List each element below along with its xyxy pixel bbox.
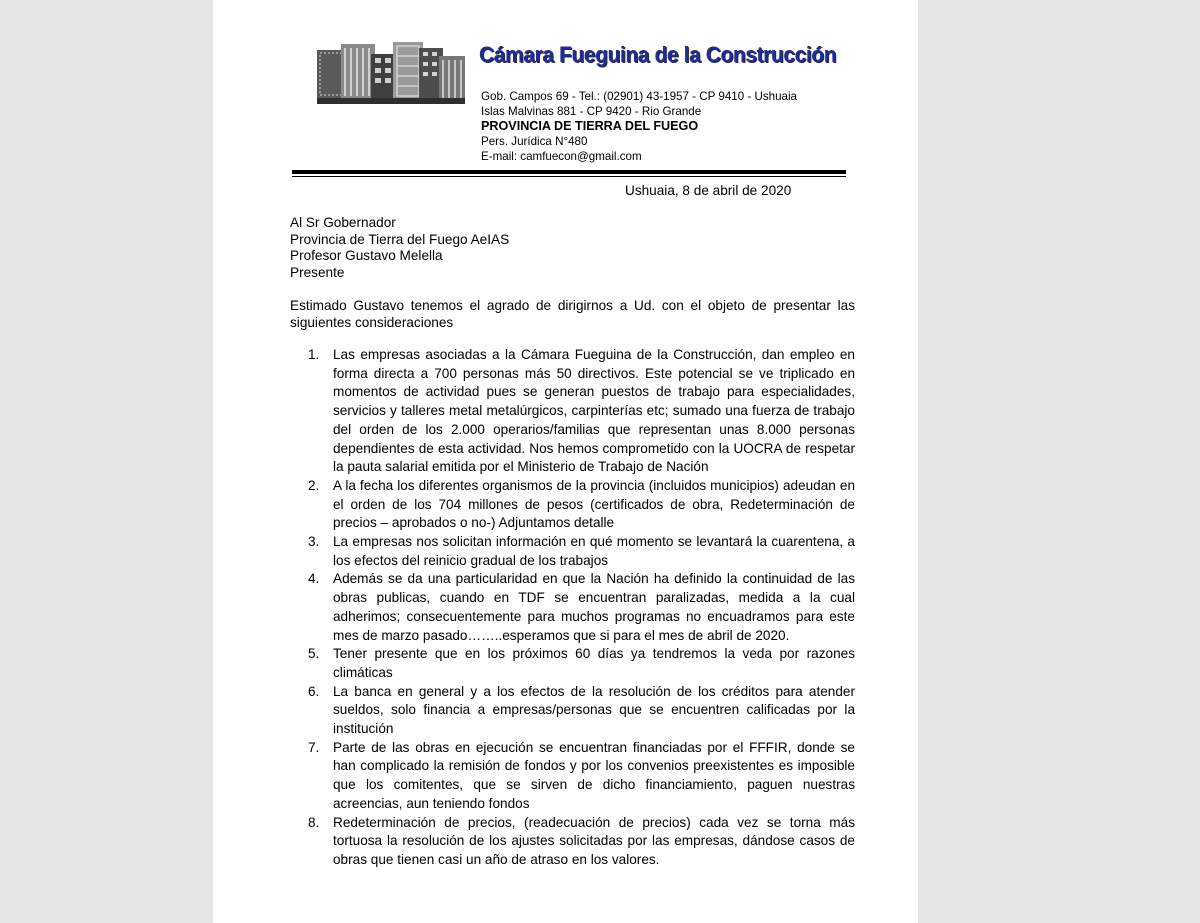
item-text: Además se da una particularidad en que la Nación ha definido la continuidad de las obras publicas, cuando en TDF se encuentran paralizadas, medida a la cual adherimos; consecuentemente para muchos programas no encuadramos para este mes de marzo pasado……..esperamos que si para el mes de abril de 2020. [333,571,855,643]
list-item [308,533,855,570]
list-item [308,346,855,477]
item-number: 4. [308,571,320,587]
recipient-province: Provincia de Tierra del Fuego AeIAS [290,231,510,247]
header-divider [292,170,846,174]
buildings-logo-icon [317,40,465,104]
item-text: Las empresas asociadas a la Cámara Fueguina de la Construcción, dan empleo en forma directa a 700 personas más 50 directivos. Este potencial se ve triplicado en momentos de actividad pues se generan puestos de trabajo para especialidades, servicios y talleres metal metalúrgicos, carpinterías etc; sumado una fuerza de trabajo del orden de los 2.000 operarios/familias que representan unas 8.000 personas dependientes de esta actividad. Nos hemos comprometido con la UOCRA de respetar la pauta salarial emitida por el Ministerio de Trabajo de Nación [333,347,855,475]
recipient-block [290,215,509,281]
item-number: 7. [308,739,320,755]
list-item [308,477,855,533]
item-text: La banca en general y a los efectos de la resolución de los créditos para atender sueldos, solo financia a empresas/personas que se encuentren calificadas por la institución [333,683,855,737]
item-text: A la fecha los diferentes organismos de la provincia (incluidos municipios) adeudan en el orden de los 704 millones de pesos (certificados de obra, Redeterminación de precios – aprobados o no-) Adjuntamos detalle [333,477,855,531]
list-item [308,683,855,739]
address-rio-grande: Islas Malvinas 881 - CP 9420 - Rio Grande [481,105,702,118]
list-item [308,739,855,814]
letterhead-contact [481,89,797,164]
address-ushuaia: Gob. Campos 69 - Tel.: (02901) 43-1957 - CP 9410 - Ushuaia [481,90,798,103]
item-number: 8. [308,814,320,830]
recipient-presente: Presente [290,264,345,280]
intro-paragraph: Estimado Gustavo tenemos el agrado de dirigirnos a Ud. con el objeto de presentar las siguientes consideraciones [290,298,855,330]
item-text: Tener presente que en los próximos 60 días ya tendremos la veda por razones climáticas [333,646,855,680]
item-number: 2. [308,477,320,493]
item-number: 5. [308,646,320,662]
item-text: La empresas nos solicitan información en qué momento se levantará la cuarentena, a los efectos del reinicio gradual de los trabajos [333,534,855,568]
email-address: E-mail: camfuecon@gmail.com [481,150,642,163]
recipient-title: Al Sr Gobernador [290,215,396,230]
considerations-list [308,346,855,870]
organization-name: Cámara Fueguina de la Construcción [479,42,837,67]
letter-page [213,0,918,923]
item-text: Redeterminación de precios, (readecuación de precios) cada vez se torna más tortuosa la resolución de los ajustes solicitadas por las empresas, dándose casos de obras que tienen casi un año de atraso en los valores. [333,814,855,867]
letter-date: Ushuaia, 8 de abril de 2020 [625,183,792,198]
province-name: PROVINCIA DE TIERRA DEL FUEGO [481,119,699,133]
item-number: 1. [308,347,320,362]
header-divider-thin [292,176,846,177]
legal-registration: Pers. Jurídica N°480 [481,135,588,148]
item-number: 3. [308,534,320,550]
list-item [308,814,855,870]
recipient-name: Profesor Gustavo Melella [290,248,443,263]
item-number: 6. [308,683,320,699]
item-text: Parte de las obras en ejecución se encuentran financiadas por el FFFIR, donde se han complicado la remisión de fondos y por los convenios preexistentes es imposible que los comitentes, que se sirven de dicho financiamiento, paguen nuestras acreencias, aun teniendo fondos [333,739,855,811]
list-item [308,570,855,645]
list-item [308,645,855,682]
